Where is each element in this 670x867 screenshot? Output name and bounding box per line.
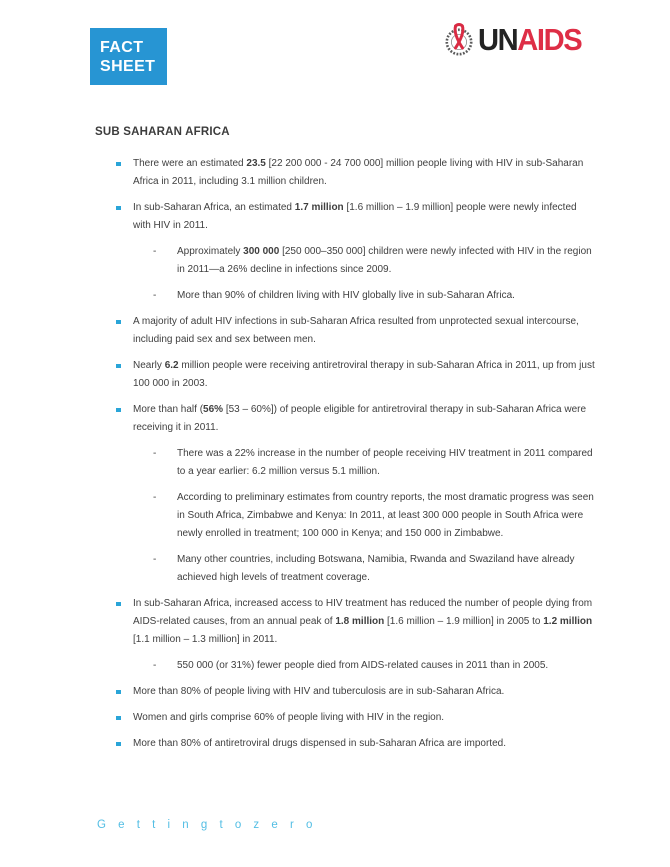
bullet-square-icon <box>116 742 121 747</box>
sub-bullet-item <box>95 657 595 675</box>
bullet-item <box>95 735 595 753</box>
badge-line2: SHEET <box>100 58 156 75</box>
bullet-square-icon <box>116 206 121 211</box>
document-body <box>95 126 595 761</box>
bullet-text: In sub-Saharan Africa, an estimated 1.7 million [1.6 million – 1.9 million] people were newly infected with HIV in 2011. <box>133 202 577 231</box>
badge-line1: FACT <box>100 39 144 56</box>
bullet-item <box>95 401 595 437</box>
bullet-item <box>95 199 595 235</box>
dash-icon: - <box>153 448 157 459</box>
bullet-square-icon <box>116 602 121 607</box>
wordmark-aids: AIDS <box>517 22 582 57</box>
bullet-square-icon <box>116 408 121 413</box>
dash-icon: - <box>153 290 157 301</box>
dash-icon: - <box>153 660 157 671</box>
bullet-square-icon <box>116 320 121 325</box>
sub-bullet-item <box>95 287 595 305</box>
bullet-square-icon <box>116 716 121 721</box>
sub-bullet-item <box>95 489 595 543</box>
bullet-text: Nearly 6.2 million people were receiving antiretroviral therapy in sub-Saharan Africa in 2011, up from just 100 000 in 2003. <box>133 360 595 389</box>
bullet-text: There were an estimated 23.5 [22 200 000 - 24 700 000] million people living with HIV in sub-Saharan Africa in 2011, including 3.1 million children. <box>133 158 584 187</box>
bullet-text: 550 000 (or 31%) fewer people died from AIDS-related causes in 2011 than in 2005. <box>177 660 549 671</box>
bullet-text: Many other countries, including Botswana, Namibia, Rwanda and Swaziland have already achieved high levels of treatment coverage. <box>177 554 575 583</box>
page-title: SUB SAHARAN AFRICA <box>95 126 230 138</box>
bullet-item <box>95 155 595 191</box>
sub-bullet-item <box>95 445 595 481</box>
un-emblem-ribbon-icon <box>442 22 476 58</box>
bullet-text: There was a 22% increase in the number of people receiving HIV treatment in 2011 compared to a year earlier: 6.2 million versus 5.1 million. <box>177 448 593 477</box>
bullet-item <box>95 313 595 349</box>
bullet-square-icon <box>116 690 121 695</box>
fact-sheet-badge <box>90 28 167 85</box>
tagline: G e t t i n g t o z e r o <box>97 819 317 831</box>
bullet-text: More than 80% of people living with HIV and tuberculosis are in sub-Saharan Africa. <box>133 686 505 697</box>
bullet-text: A majority of adult HIV infections in sub-Saharan Africa resulted from unprotected sexual intercourse, including paid sex and sex between men. <box>133 316 579 345</box>
unaids-logo <box>442 22 588 58</box>
bullet-item <box>95 595 595 649</box>
bullet-text: According to preliminary estimates from country reports, the most dramatic progress was seen in South Africa, Zimbabwe and Kenya: In 2011, at least 300 000 people in South Africa were newly enrolled in treatment; 100 000 in Kenya; and 150 000 in Zimbabwe. <box>177 492 594 539</box>
bullet-text: Women and girls comprise 60% of people living with HIV in the region. <box>133 712 445 723</box>
bullet-text: More than 80% of antiretroviral drugs dispensed in sub-Saharan Africa are imported. <box>133 738 506 749</box>
sub-bullet-item <box>95 243 595 279</box>
bullet-text: Approximately 300 000 [250 000–350 000] children were newly infected with HIV in the region in 2011—a 26% decline in infections since 2009. <box>177 246 592 275</box>
bullet-square-icon <box>116 162 121 167</box>
bullet-list <box>95 155 595 753</box>
dash-icon: - <box>153 246 157 257</box>
wordmark-un: UN <box>478 22 518 57</box>
bullet-square-icon <box>116 364 121 369</box>
unaids-wordmark <box>478 23 581 57</box>
bullet-text: In sub-Saharan Africa, increased access to HIV treatment has reduced the number of people dying from AIDS-related causes, from an annual peak of 1.8 million [1.6 million – 1.9 million] in 2005 to 1.2 million [1.1 million – 1.3 million] in 2011. <box>133 598 593 645</box>
bullet-text: More than half (56% [53 – 60%]) of people eligible for antiretroviral therapy in sub-Saharan Africa were receiving it in 2011. <box>133 404 587 433</box>
bullet-item <box>95 357 595 393</box>
dash-icon: - <box>153 554 157 565</box>
sub-bullet-item <box>95 551 595 587</box>
bullet-text: More than 90% of children living with HIV globally live in sub-Saharan Africa. <box>177 290 515 301</box>
dash-icon: - <box>153 492 157 503</box>
bullet-item <box>95 709 595 727</box>
bullet-item <box>95 683 595 701</box>
